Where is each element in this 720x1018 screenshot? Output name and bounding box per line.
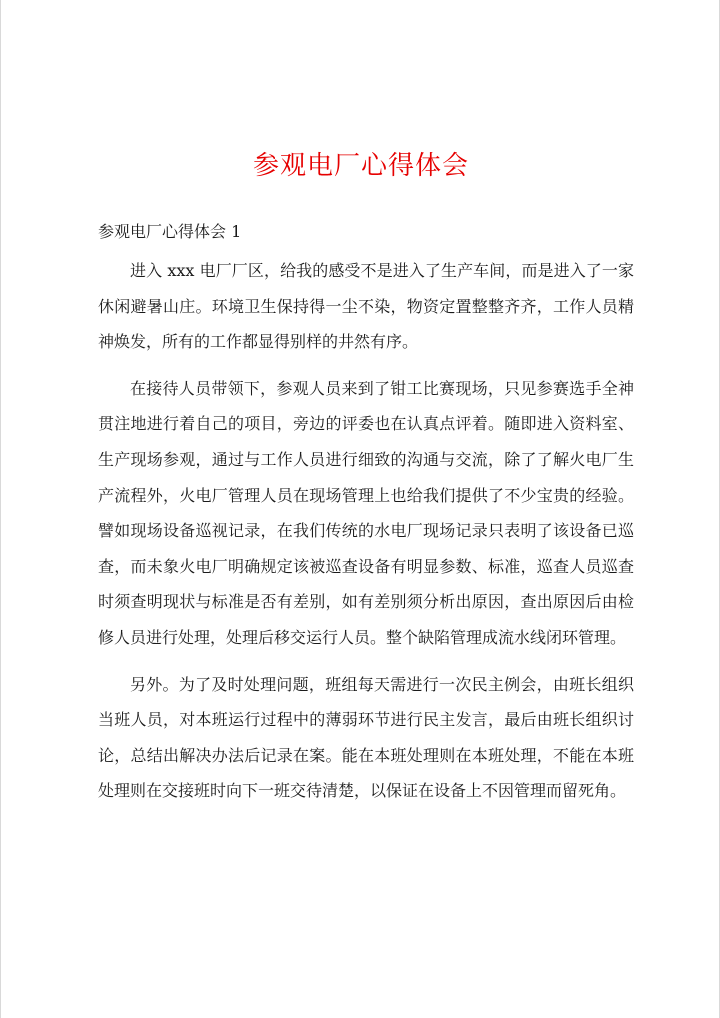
document-title: 参观电厂心得体会 xyxy=(252,151,469,181)
paragraph-3: 另外。为了及时处理问题，班组每天需进行一次民主例会，由班长组织当班人员，对本班运行过程中的薄弱环节进行民主发言，最后由班长组织讨论，总结出解决办法后记录在案。能在本班处理则在本班处理，不能在本班处理则在交接班时向下一班交待清楚，以保证在设备上不因管理而留死角。 xyxy=(98,674,634,801)
section-heading: 参观电厂心得体会 1 xyxy=(98,222,242,241)
paragraph-1: 进入 xxx 电厂厂区，给我的感受不是进入了生产车间，而是进入了一家休闲避暑山庄。环境卫生保持得一尘不染，物资定置整整齐齐，工作人员精神焕发，所有的工作都显得别样的井然有序。 xyxy=(98,261,634,352)
paragraph-2: 在接待人员带领下，参观人员来到了钳工比赛现场，只见参赛选手全神贯注地进行着自己的项目，旁边的评委也在认真点评着。随即进入资料室、生产现场参观，通过与工作人员进行细致的沟通与交流，除了了解火电厂生产流程外，火电厂管理人员在现场管理上也给我们提供了不少宝贵的经验。譬如现场设备巡视记录，在我们传统的水电厂现场记录只表明了该设备已巡查，而未象火电厂明确规定该被巡查设备有明显参数、标准，巡查人员巡查时须查明现状与标准是否有差别，如有差别须分析出原因，查出原因后由检修人员进行处理，处理后移交运行人员。整个缺陷管理成流水线闭环管理。 xyxy=(98,378,634,647)
document-body xyxy=(98,253,634,820)
